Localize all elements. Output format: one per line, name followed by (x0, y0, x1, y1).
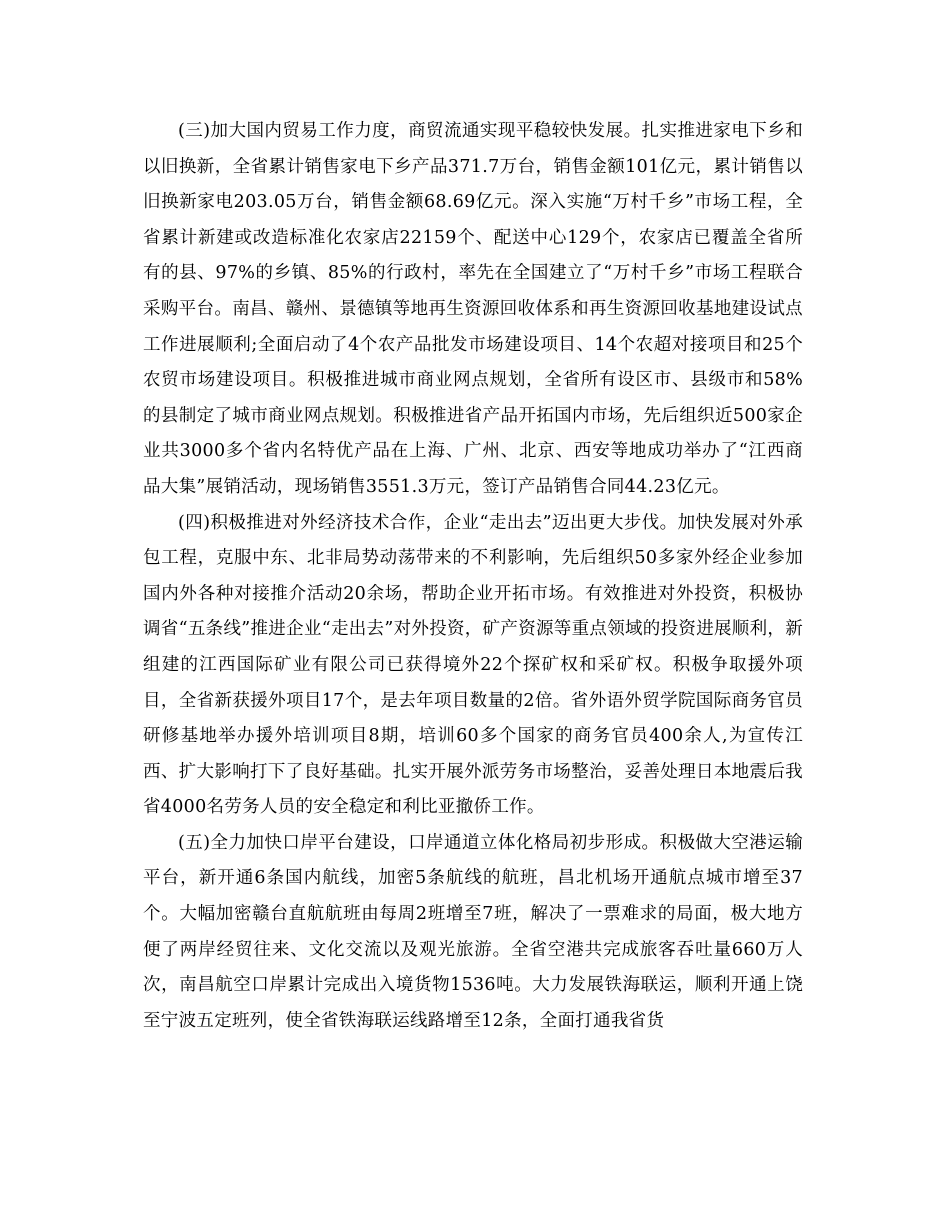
paragraph-domestic-trade: (三)加大国内贸易工作力度，商贸流通实现平稳较快发展。扎实推进家电下乡和以旧换新，全省累计销售家电下乡产品371.7万台，销售金额101亿元，累计销售以旧换新家电203.05万台，销售金额68.69亿元。深入实施“万村千乡”市场工程，全省累计新建或改造标准化农家店22159个、配送中心129个，农家店已覆盖全省所有的县、97%的乡镇、85%的行政村，率先在全国建立了“万村千乡”市场工程联合采购平台。南昌、赣州、景德镇等地再生资源回收体系和再生资源回收基地建设试点工作进展顺利;全面启动了4个农产品批发市场建设项目、14个农超对接项目和25个农贸市场建设项目。积极推进城市商业网点规划，全省所有设区市、县级市和58%的县制定了城市商业网点规划。积极推进省产品开拓国内市场，先后组织近500家企业共3000多个省内名特优产品在上海、广州、北京、西安等地成功举办了“江西商品大集”展销活动，现场销售3551.3万元，签订产品销售合同44.23亿元。 (143, 121, 803, 497)
paragraph-foreign-cooperation: (四)积极推进对外经济技术合作，企业“走出去”迈出更大步伐。加快发展对外承包工程，克服中东、北非局势动荡带来的不利影响，先后组织50多家外经企业参加国内外各种对接推介活动20余场，帮助企业开拓市场。有效推进对外投资，积极协调省“五条线”推进企业“走出去”对外投资，矿产资源等重点领域的投资进展顺利，新组建的江西国际矿业有限公司已获得境外22个探矿权和采矿权。积极争取援外项目，全省新获援外项目17个，是去年项目数量的2倍。省外语外贸学院国际商务官员研修基地举办援外培训项目8期，培训60多个国家的商务官员400余人,为宣传江西、扩大影响打下了良好基础。扎实开展外派劳务市场整治，妥善处理日本地震后我省4000名劳务人员的安全稳定和利比亚撤侨工作。 (143, 512, 803, 818)
paragraph-port-platform: (五)全力加快口岸平台建设，口岸通道立体化格局初步形成。积极做大空港运输平台，新开通6条国内航线，加密5条航线的航班，昌北机场开通航点城市增至37个。大幅加密赣台直航航班由每周2班增至7班，解决了一票难求的局面，极大地方便了两岸经贸往来、文化交流以及观光旅游。全省空港共完成旅客吞吐量660万人次，南昌航空口岸累计完成出入境货物1536吨。大力发展铁海联运，顺利开通上饶至宁波五定班列，使全省铁海联运线路增至12条，全面打通我省货 (143, 832, 803, 1031)
document-page (143, 114, 803, 1039)
